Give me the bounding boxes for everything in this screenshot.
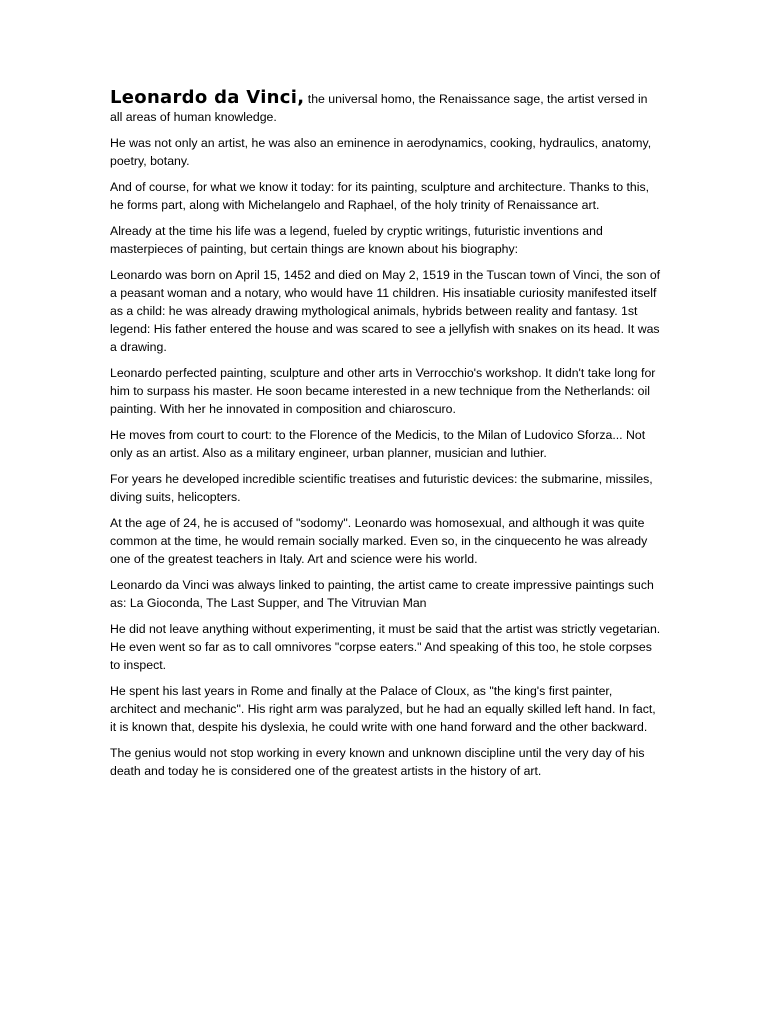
paragraph-6: He moves from court to court: to the Florence of the Medicis, to the Milan of Ludovico Sforza... Not only as an artist. Also as a military engineer, urban planner, musician and luthier. [110, 428, 646, 460]
paragraph-10: He did not leave anything without experimenting, it must be said that the artist was strictly vegetarian. He even went so far as to call omnivores "corpse eaters." And speaking of this too, he stole corpses to inspect. [110, 622, 661, 672]
paragraph-1: He was not only an artist, he was also an eminence in aerodynamics, cooking, hydraulics, anatomy, poetry, botany. [110, 136, 652, 168]
paragraph-4: Leonardo was born on April 15, 1452 and died on May 2, 1519 in the Tuscan town of Vinci, the son of a peasant woman and a notary, who would have 11 children. His insatiable curiosity manifested itself as a child: he was already drawing mythological animals, hybrids between reality and fantasy. 1st legend: His father entered the house and was scared to see a jellyfish with snakes on its head. It was a drawing. [110, 268, 661, 354]
lead-text: the universal homo, the Renaissance sage, the artist versed in all areas of human knowledge. [110, 92, 648, 124]
document-page [110, 88, 662, 788]
paragraph-8: At the age of 24, he is accused of "sodomy". Leonardo was homosexual, and although it was quite common at the time, he would remain socially marked. Even so, in the cinquecento he was already one of the greatest teachers in Italy. Art and science were his world. [110, 516, 648, 566]
lead-title: Leonardo da Vinci, [110, 87, 305, 108]
paragraph-12: The genius would not stop working in every known and unknown discipline until the very day of his death and today he is considered one of the greatest artists in the history of art. [110, 746, 645, 778]
paragraph-2: And of course, for what we know it today: for its painting, sculpture and architecture. Thanks to this, he forms part, along with Michelangelo and Raphael, of the holy trinity of Renaissance art. [110, 180, 650, 212]
paragraph-11: He spent his last years in Rome and finally at the Palace of Cloux, as "the king's first painter, architect and mechanic". His right arm was paralyzed, but he had an equally skilled left hand. In fact, it is known that, despite his dyslexia, he could write with one hand forward and the other backward. [110, 684, 656, 734]
paragraph-9: Leonardo da Vinci was always linked to painting, the artist came to create impressive paintings such as: La Gioconda, The Last Supper, and The Vitruvian Man [110, 578, 654, 610]
paragraph-5: Leonardo perfected painting, sculpture and other arts in Verrocchio's workshop. It didn't take long for him to surpass his master. He soon became interested in a new technique from the Netherlands: oil painting. With her he innovated in composition and chiaroscuro. [110, 366, 656, 416]
lead-paragraph [110, 88, 662, 126]
paragraph-7: For years he developed incredible scientific treatises and futuristic devices: the submarine, missiles, diving suits, helicopters. [110, 472, 653, 504]
paragraph-3: Already at the time his life was a legend, fueled by cryptic writings, futuristic inventions and masterpieces of painting, but certain things are known about his biography: [110, 224, 603, 256]
